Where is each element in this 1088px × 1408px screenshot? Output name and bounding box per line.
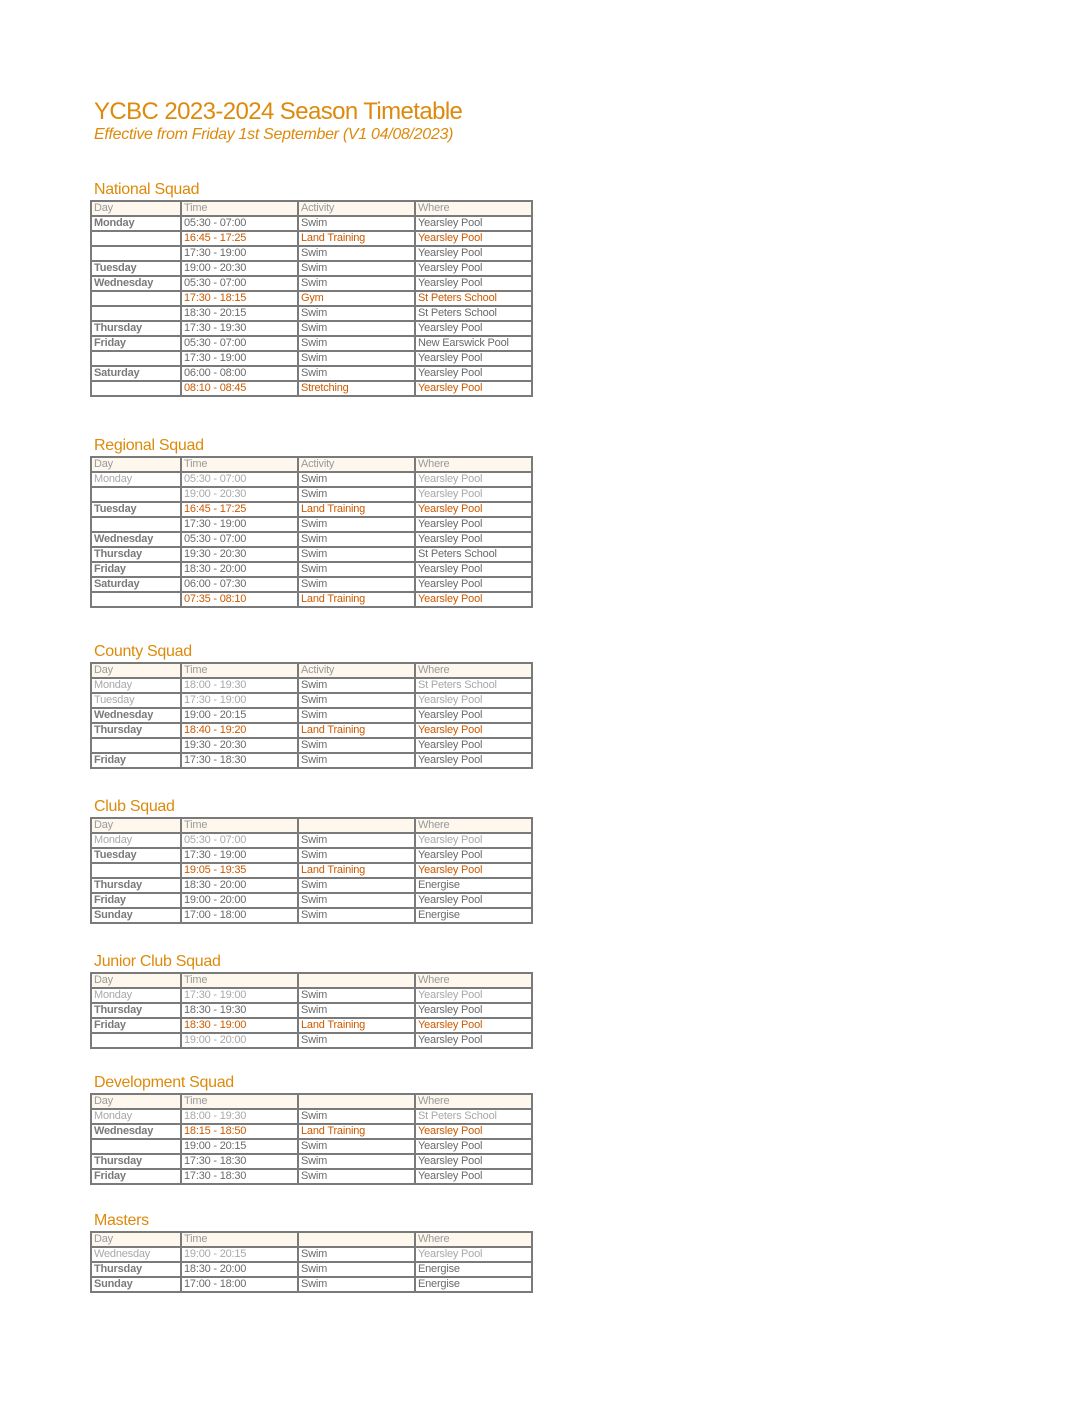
junior-club-squad-table	[90, 972, 533, 1049]
table-row	[91, 893, 532, 908]
cell-day	[91, 351, 181, 366]
cell-day: Thursday	[91, 547, 181, 562]
table-row	[91, 381, 532, 396]
cell-activity: Swim	[298, 562, 415, 577]
cell-time: 19:30 - 20:30	[181, 547, 298, 562]
cell-time: 18:15 - 18:50	[181, 1124, 298, 1139]
cell-activity: Swim	[298, 306, 415, 321]
cell-time: 05:30 - 07:00	[181, 216, 298, 231]
cell-activity: Swim	[298, 848, 415, 863]
table-row	[91, 693, 532, 708]
development-squad-title: Development Squad	[94, 1074, 234, 1091]
column-header-activity	[298, 1232, 415, 1247]
cell-activity: Swim	[298, 893, 415, 908]
cell-activity: Swim	[298, 1003, 415, 1018]
cell-activity: Swim	[298, 336, 415, 351]
cell-day: Tuesday	[91, 261, 181, 276]
club-squad-title: Club Squad	[94, 798, 175, 815]
column-header-where: Where	[415, 663, 532, 678]
cell-activity: Land Training	[298, 592, 415, 607]
cell-time: 16:45 - 17:25	[181, 502, 298, 517]
table-row	[91, 1003, 532, 1018]
table-row	[91, 562, 532, 577]
regional-squad-table	[90, 456, 533, 608]
cell-day: Monday	[91, 678, 181, 693]
table-row	[91, 833, 532, 848]
cell-where: St Peters School	[415, 547, 532, 562]
cell-where: Yearsley Pool	[415, 833, 532, 848]
table-row	[91, 246, 532, 261]
cell-day: Monday	[91, 216, 181, 231]
cell-activity: Swim	[298, 577, 415, 592]
cell-time: 05:30 - 07:00	[181, 276, 298, 291]
cell-time: 18:30 - 20:00	[181, 878, 298, 893]
cell-time: 17:30 - 19:00	[181, 517, 298, 532]
table-row	[91, 592, 532, 607]
cell-time: 18:30 - 19:30	[181, 1003, 298, 1018]
county-squad-title: County Squad	[94, 643, 192, 660]
table-row	[91, 1277, 532, 1292]
cell-time: 19:00 - 20:30	[181, 487, 298, 502]
cell-time: 19:30 - 20:30	[181, 738, 298, 753]
table-row	[91, 276, 532, 291]
cell-time: 16:45 - 17:25	[181, 231, 298, 246]
cell-day	[91, 738, 181, 753]
masters-title: Masters	[94, 1212, 149, 1229]
table-row	[91, 678, 532, 693]
cell-where: Energise	[415, 1262, 532, 1277]
table-row	[91, 738, 532, 753]
cell-where: St Peters School	[415, 306, 532, 321]
table-row	[91, 708, 532, 723]
table-header-row	[91, 1232, 532, 1247]
table-row	[91, 472, 532, 487]
cell-where: Yearsley Pool	[415, 1033, 532, 1048]
cell-time: 19:00 - 20:15	[181, 1247, 298, 1262]
cell-time: 17:30 - 19:00	[181, 848, 298, 863]
cell-time: 17:30 - 18:30	[181, 753, 298, 768]
cell-where: Yearsley Pool	[415, 502, 532, 517]
cell-day: Thursday	[91, 1154, 181, 1169]
cell-activity: Swim	[298, 1154, 415, 1169]
column-header-day: Day	[91, 973, 181, 988]
cell-activity: Gym	[298, 291, 415, 306]
cell-day: Thursday	[91, 723, 181, 738]
table-row	[91, 502, 532, 517]
cell-activity: Swim	[298, 878, 415, 893]
cell-where: Yearsley Pool	[415, 216, 532, 231]
cell-activity: Swim	[298, 1033, 415, 1048]
cell-day: Thursday	[91, 1262, 181, 1277]
table-row	[91, 723, 532, 738]
cell-where: Yearsley Pool	[415, 517, 532, 532]
cell-activity: Swim	[298, 1247, 415, 1262]
column-header-day: Day	[91, 1232, 181, 1247]
table-row	[91, 532, 532, 547]
column-header-where: Where	[415, 457, 532, 472]
cell-day: Friday	[91, 753, 181, 768]
cell-day: Thursday	[91, 878, 181, 893]
cell-day: Saturday	[91, 366, 181, 381]
table-row	[91, 261, 532, 276]
cell-activity: Swim	[298, 532, 415, 547]
cell-activity: Swim	[298, 216, 415, 231]
table-row	[91, 1247, 532, 1262]
cell-where: Yearsley Pool	[415, 321, 532, 336]
cell-activity: Swim	[298, 487, 415, 502]
cell-where: Yearsley Pool	[415, 366, 532, 381]
cell-day: Wednesday	[91, 1124, 181, 1139]
cell-where: Yearsley Pool	[415, 738, 532, 753]
cell-day	[91, 487, 181, 502]
cell-day: Friday	[91, 1169, 181, 1184]
cell-day	[91, 863, 181, 878]
table-row	[91, 988, 532, 1003]
cell-day: Wednesday	[91, 708, 181, 723]
junior-club-squad-title: Junior Club Squad	[94, 953, 221, 970]
cell-activity: Swim	[298, 908, 415, 923]
cell-time: 05:30 - 07:00	[181, 472, 298, 487]
table-row	[91, 1169, 532, 1184]
cell-where: Energise	[415, 878, 532, 893]
cell-where: Yearsley Pool	[415, 487, 532, 502]
cell-time: 18:30 - 19:00	[181, 1018, 298, 1033]
column-header-day: Day	[91, 457, 181, 472]
cell-day: Wednesday	[91, 276, 181, 291]
cell-where: St Peters School	[415, 291, 532, 306]
cell-where: New Earswick Pool	[415, 336, 532, 351]
cell-time: 17:00 - 18:00	[181, 1277, 298, 1292]
cell-activity: Swim	[298, 366, 415, 381]
cell-activity: Swim	[298, 678, 415, 693]
cell-time: 07:35 - 08:10	[181, 592, 298, 607]
table-row	[91, 1033, 532, 1048]
table-row	[91, 351, 532, 366]
cell-where: Yearsley Pool	[415, 753, 532, 768]
cell-time: 18:30 - 20:00	[181, 1262, 298, 1277]
column-header-activity	[298, 1094, 415, 1109]
cell-where: Yearsley Pool	[415, 381, 532, 396]
cell-where: Yearsley Pool	[415, 1003, 532, 1018]
cell-time: 05:30 - 07:00	[181, 336, 298, 351]
cell-time: 05:30 - 07:00	[181, 833, 298, 848]
cell-activity: Swim	[298, 261, 415, 276]
column-header-activity	[298, 973, 415, 988]
table-header-row	[91, 973, 532, 988]
column-header-day: Day	[91, 663, 181, 678]
cell-day	[91, 517, 181, 532]
table-header-row	[91, 201, 532, 216]
table-row	[91, 366, 532, 381]
cell-where: Yearsley Pool	[415, 592, 532, 607]
table-header-row	[91, 457, 532, 472]
cell-activity: Land Training	[298, 1124, 415, 1139]
column-header-where: Where	[415, 818, 532, 833]
cell-activity: Swim	[298, 693, 415, 708]
table-row	[91, 908, 532, 923]
cell-where: St Peters School	[415, 678, 532, 693]
column-header-where: Where	[415, 973, 532, 988]
cell-time: 18:30 - 20:00	[181, 562, 298, 577]
cell-day	[91, 306, 181, 321]
cell-where: Yearsley Pool	[415, 351, 532, 366]
cell-day: Tuesday	[91, 848, 181, 863]
cell-day: Monday	[91, 472, 181, 487]
cell-activity: Swim	[298, 1169, 415, 1184]
cell-where: Yearsley Pool	[415, 577, 532, 592]
document-title: YCBC 2023-2024 Season Timetable	[94, 98, 463, 125]
table-header-row	[91, 818, 532, 833]
cell-where: Yearsley Pool	[415, 231, 532, 246]
county-squad-table	[90, 662, 533, 769]
cell-day: Monday	[91, 833, 181, 848]
table-row	[91, 291, 532, 306]
column-header-where: Where	[415, 1094, 532, 1109]
table-row	[91, 487, 532, 502]
cell-day: Tuesday	[91, 502, 181, 517]
national-squad-table	[90, 200, 533, 397]
table-row	[91, 878, 532, 893]
cell-activity: Swim	[298, 472, 415, 487]
cell-day: Wednesday	[91, 1247, 181, 1262]
cell-time: 17:00 - 18:00	[181, 908, 298, 923]
cell-time: 18:40 - 19:20	[181, 723, 298, 738]
table-row	[91, 1018, 532, 1033]
column-header-time: Time	[181, 818, 298, 833]
cell-time: 06:00 - 08:00	[181, 366, 298, 381]
cell-day	[91, 1139, 181, 1154]
masters-table	[90, 1231, 533, 1293]
column-header-day: Day	[91, 201, 181, 216]
cell-time: 18:00 - 19:30	[181, 1109, 298, 1124]
table-row	[91, 336, 532, 351]
cell-activity: Swim	[298, 708, 415, 723]
cell-day: Sunday	[91, 1277, 181, 1292]
cell-activity: Land Training	[298, 502, 415, 517]
column-header-activity: Activity	[298, 201, 415, 216]
cell-where: Energise	[415, 1277, 532, 1292]
column-header-time: Time	[181, 457, 298, 472]
cell-time: 06:00 - 07:30	[181, 577, 298, 592]
cell-where: Yearsley Pool	[415, 246, 532, 261]
cell-activity: Land Training	[298, 723, 415, 738]
cell-where: Yearsley Pool	[415, 1169, 532, 1184]
cell-time: 17:30 - 19:00	[181, 246, 298, 261]
cell-day: Monday	[91, 988, 181, 1003]
cell-day: Wednesday	[91, 532, 181, 547]
cell-activity: Stretching	[298, 381, 415, 396]
column-header-time: Time	[181, 1094, 298, 1109]
cell-where: Yearsley Pool	[415, 1247, 532, 1262]
cell-time: 05:30 - 07:00	[181, 532, 298, 547]
cell-where: Yearsley Pool	[415, 863, 532, 878]
club-squad-table	[90, 817, 533, 924]
cell-time: 18:00 - 19:30	[181, 678, 298, 693]
column-header-activity	[298, 818, 415, 833]
cell-activity: Swim	[298, 321, 415, 336]
cell-time: 17:30 - 19:00	[181, 693, 298, 708]
cell-day: Friday	[91, 893, 181, 908]
cell-activity: Swim	[298, 1277, 415, 1292]
cell-time: 08:10 - 08:45	[181, 381, 298, 396]
table-row	[91, 216, 532, 231]
cell-where: Yearsley Pool	[415, 693, 532, 708]
cell-time: 18:30 - 20:15	[181, 306, 298, 321]
cell-day	[91, 246, 181, 261]
cell-activity: Swim	[298, 738, 415, 753]
cell-where: Yearsley Pool	[415, 723, 532, 738]
cell-activity: Swim	[298, 1109, 415, 1124]
cell-where: Yearsley Pool	[415, 562, 532, 577]
table-row	[91, 231, 532, 246]
cell-day: Thursday	[91, 1003, 181, 1018]
table-row	[91, 848, 532, 863]
cell-time: 17:30 - 18:15	[181, 291, 298, 306]
cell-where: Yearsley Pool	[415, 1139, 532, 1154]
development-squad-table	[90, 1093, 533, 1185]
cell-where: Yearsley Pool	[415, 276, 532, 291]
cell-where: Yearsley Pool	[415, 1018, 532, 1033]
regional-squad-title: Regional Squad	[94, 437, 204, 454]
cell-time: 19:00 - 20:00	[181, 893, 298, 908]
cell-activity: Land Training	[298, 1018, 415, 1033]
document-subtitle: Effective from Friday 1st September (V1 04/08/2023)	[94, 126, 454, 143]
cell-activity: Swim	[298, 517, 415, 532]
table-row	[91, 321, 532, 336]
table-row	[91, 863, 532, 878]
cell-activity: Swim	[298, 1262, 415, 1277]
cell-time: 17:30 - 19:00	[181, 351, 298, 366]
table-header-row	[91, 1094, 532, 1109]
cell-day: Saturday	[91, 577, 181, 592]
cell-day	[91, 231, 181, 246]
table-row	[91, 1154, 532, 1169]
cell-activity: Swim	[298, 547, 415, 562]
cell-where: Yearsley Pool	[415, 1154, 532, 1169]
cell-day: Thursday	[91, 321, 181, 336]
table-row	[91, 517, 532, 532]
cell-day: Friday	[91, 336, 181, 351]
national-squad-title: National Squad	[94, 181, 200, 198]
cell-day	[91, 1033, 181, 1048]
cell-time: 17:30 - 19:30	[181, 321, 298, 336]
cell-day	[91, 291, 181, 306]
cell-day: Monday	[91, 1109, 181, 1124]
cell-where: Yearsley Pool	[415, 708, 532, 723]
cell-where: Energise	[415, 908, 532, 923]
column-header-activity: Activity	[298, 663, 415, 678]
column-header-time: Time	[181, 663, 298, 678]
table-row	[91, 1262, 532, 1277]
cell-day	[91, 381, 181, 396]
table-row	[91, 577, 532, 592]
table-row	[91, 1124, 532, 1139]
column-header-time: Time	[181, 1232, 298, 1247]
column-header-day: Day	[91, 1094, 181, 1109]
cell-day: Friday	[91, 1018, 181, 1033]
cell-time: 19:00 - 20:15	[181, 708, 298, 723]
column-header-day: Day	[91, 818, 181, 833]
cell-activity: Swim	[298, 753, 415, 768]
cell-activity: Land Training	[298, 863, 415, 878]
cell-day: Sunday	[91, 908, 181, 923]
cell-time: 17:30 - 19:00	[181, 988, 298, 1003]
cell-day	[91, 592, 181, 607]
cell-time: 17:30 - 18:30	[181, 1169, 298, 1184]
cell-where: Yearsley Pool	[415, 1124, 532, 1139]
column-header-time: Time	[181, 973, 298, 988]
cell-activity: Swim	[298, 988, 415, 1003]
column-header-activity: Activity	[298, 457, 415, 472]
table-row	[91, 1109, 532, 1124]
cell-activity: Swim	[298, 246, 415, 261]
table-row	[91, 306, 532, 321]
cell-where: Yearsley Pool	[415, 261, 532, 276]
cell-time: 19:00 - 20:30	[181, 261, 298, 276]
cell-time: 19:00 - 20:15	[181, 1139, 298, 1154]
cell-where: St Peters School	[415, 1109, 532, 1124]
column-header-where: Where	[415, 201, 532, 216]
cell-activity: Land Training	[298, 231, 415, 246]
cell-where: Yearsley Pool	[415, 848, 532, 863]
cell-where: Yearsley Pool	[415, 472, 532, 487]
table-row	[91, 547, 532, 562]
table-row	[91, 1139, 532, 1154]
cell-time: 19:05 - 19:35	[181, 863, 298, 878]
cell-activity: Swim	[298, 351, 415, 366]
cell-where: Yearsley Pool	[415, 532, 532, 547]
column-header-where: Where	[415, 1232, 532, 1247]
cell-time: 19:00 - 20:00	[181, 1033, 298, 1048]
cell-day: Friday	[91, 562, 181, 577]
cell-activity: Swim	[298, 1139, 415, 1154]
table-row	[91, 753, 532, 768]
table-header-row	[91, 663, 532, 678]
cell-where: Yearsley Pool	[415, 893, 532, 908]
column-header-time: Time	[181, 201, 298, 216]
cell-time: 17:30 - 18:30	[181, 1154, 298, 1169]
cell-day: Tuesday	[91, 693, 181, 708]
cell-activity: Swim	[298, 833, 415, 848]
cell-activity: Swim	[298, 276, 415, 291]
cell-where: Yearsley Pool	[415, 988, 532, 1003]
